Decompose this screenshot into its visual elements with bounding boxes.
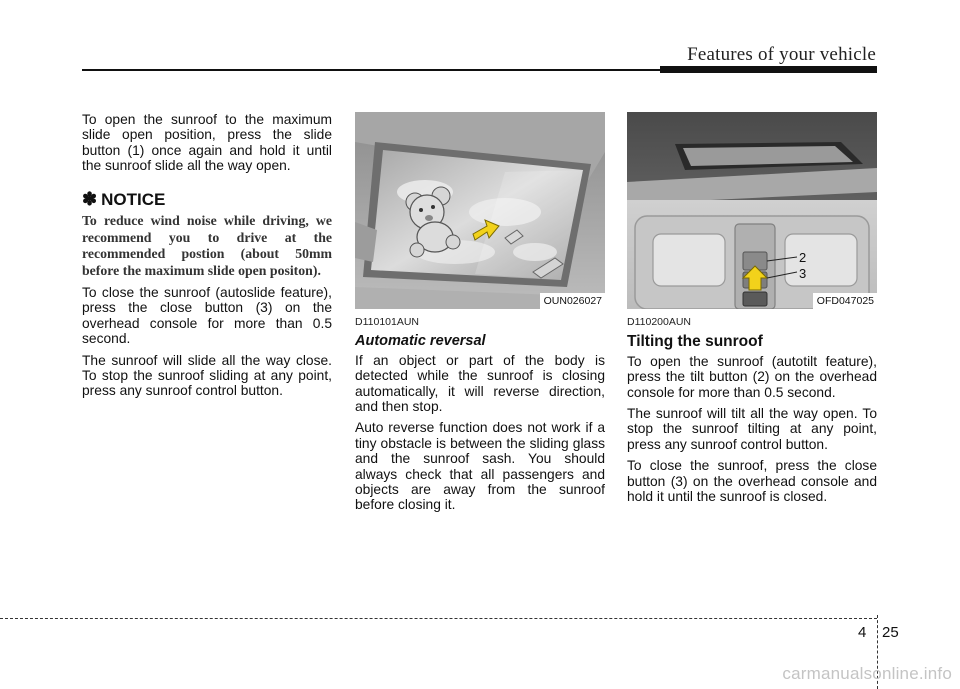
paragraph-slide-open: To open the sunroof to the maximum slide open position, press the slide button (1) once again and hold it until the sunroof slide all the way open. bbox=[82, 112, 332, 174]
callout-3: 3 bbox=[799, 266, 807, 281]
subheading-automatic-reversal: Automatic reversal bbox=[355, 333, 486, 350]
figure-sunroof-reversal bbox=[355, 112, 605, 309]
map-lamp-left bbox=[653, 234, 725, 286]
paragraph-tilt-stop: The sunroof will tilt all the way open. To stop the sunroof tilting at any point, press any sunroof control button. bbox=[627, 406, 877, 452]
notice-text: To reduce wind noise while driving, we recommend you to drive at the recommended postion (about 50mm before the maximum slide open positon). bbox=[82, 213, 332, 278]
sunroof-reversal-illustration bbox=[355, 112, 605, 309]
section-title: Features of your vehicle bbox=[687, 44, 876, 65]
paragraph-slide-close: The sunroof will slide all the way close. To stop the sunroof sliding at any point, press any sunroof control button. bbox=[82, 352, 332, 399]
column-left bbox=[82, 112, 332, 405]
paragraph-tilt-open: To open the sunroof (autotilt feature), press the tilt button (2) on the overhead console for more than 0.5 second. bbox=[627, 353, 877, 400]
section-code: D110101AUN bbox=[355, 316, 420, 328]
page-number: 25 bbox=[882, 624, 899, 641]
paragraph-reversal-warning: Auto reverse function does not work if a tiny obstacle is between the sliding glass and the sunroof sash. You should always check that all passengers and objects are away from the sunroof before closing it. bbox=[355, 420, 605, 513]
figure-code: OUN026027 bbox=[540, 293, 605, 309]
map-lamp-right bbox=[785, 234, 857, 286]
paragraph-reversal: If an object or part of the body is detected while the sunroof is closing automatically, it will reverse direction, and then stop. bbox=[355, 352, 605, 415]
overhead-console-illustration bbox=[627, 112, 877, 309]
figure-overhead-console bbox=[627, 112, 877, 309]
subheading-tilting: Tilting the sunroof bbox=[627, 333, 763, 351]
figure-code: OFD047025 bbox=[813, 293, 877, 309]
notice-heading bbox=[82, 188, 332, 209]
paragraph-close-autoslide: To close the sunroof (autoslide feature), press the close button (3) on the overhead console for more than 0.5 second. bbox=[82, 285, 332, 347]
section-code: D110200AUN bbox=[627, 316, 692, 328]
paragraph-tilt-close: To close the sunroof, press the close button (3) on the overhead console and hold it until the sunroof is closed. bbox=[627, 458, 877, 505]
column-right bbox=[627, 112, 877, 510]
footer-rule bbox=[0, 618, 877, 619]
header-rule-accent bbox=[660, 66, 877, 73]
watermark: carmanualsonline.info bbox=[782, 664, 952, 683]
notice-star-icon: ✽ bbox=[82, 188, 98, 209]
callout-2: 2 bbox=[799, 250, 807, 265]
column-middle bbox=[355, 112, 605, 519]
chapter-number: 4 bbox=[858, 624, 867, 641]
notice-title-text: NOTICE bbox=[101, 189, 166, 209]
